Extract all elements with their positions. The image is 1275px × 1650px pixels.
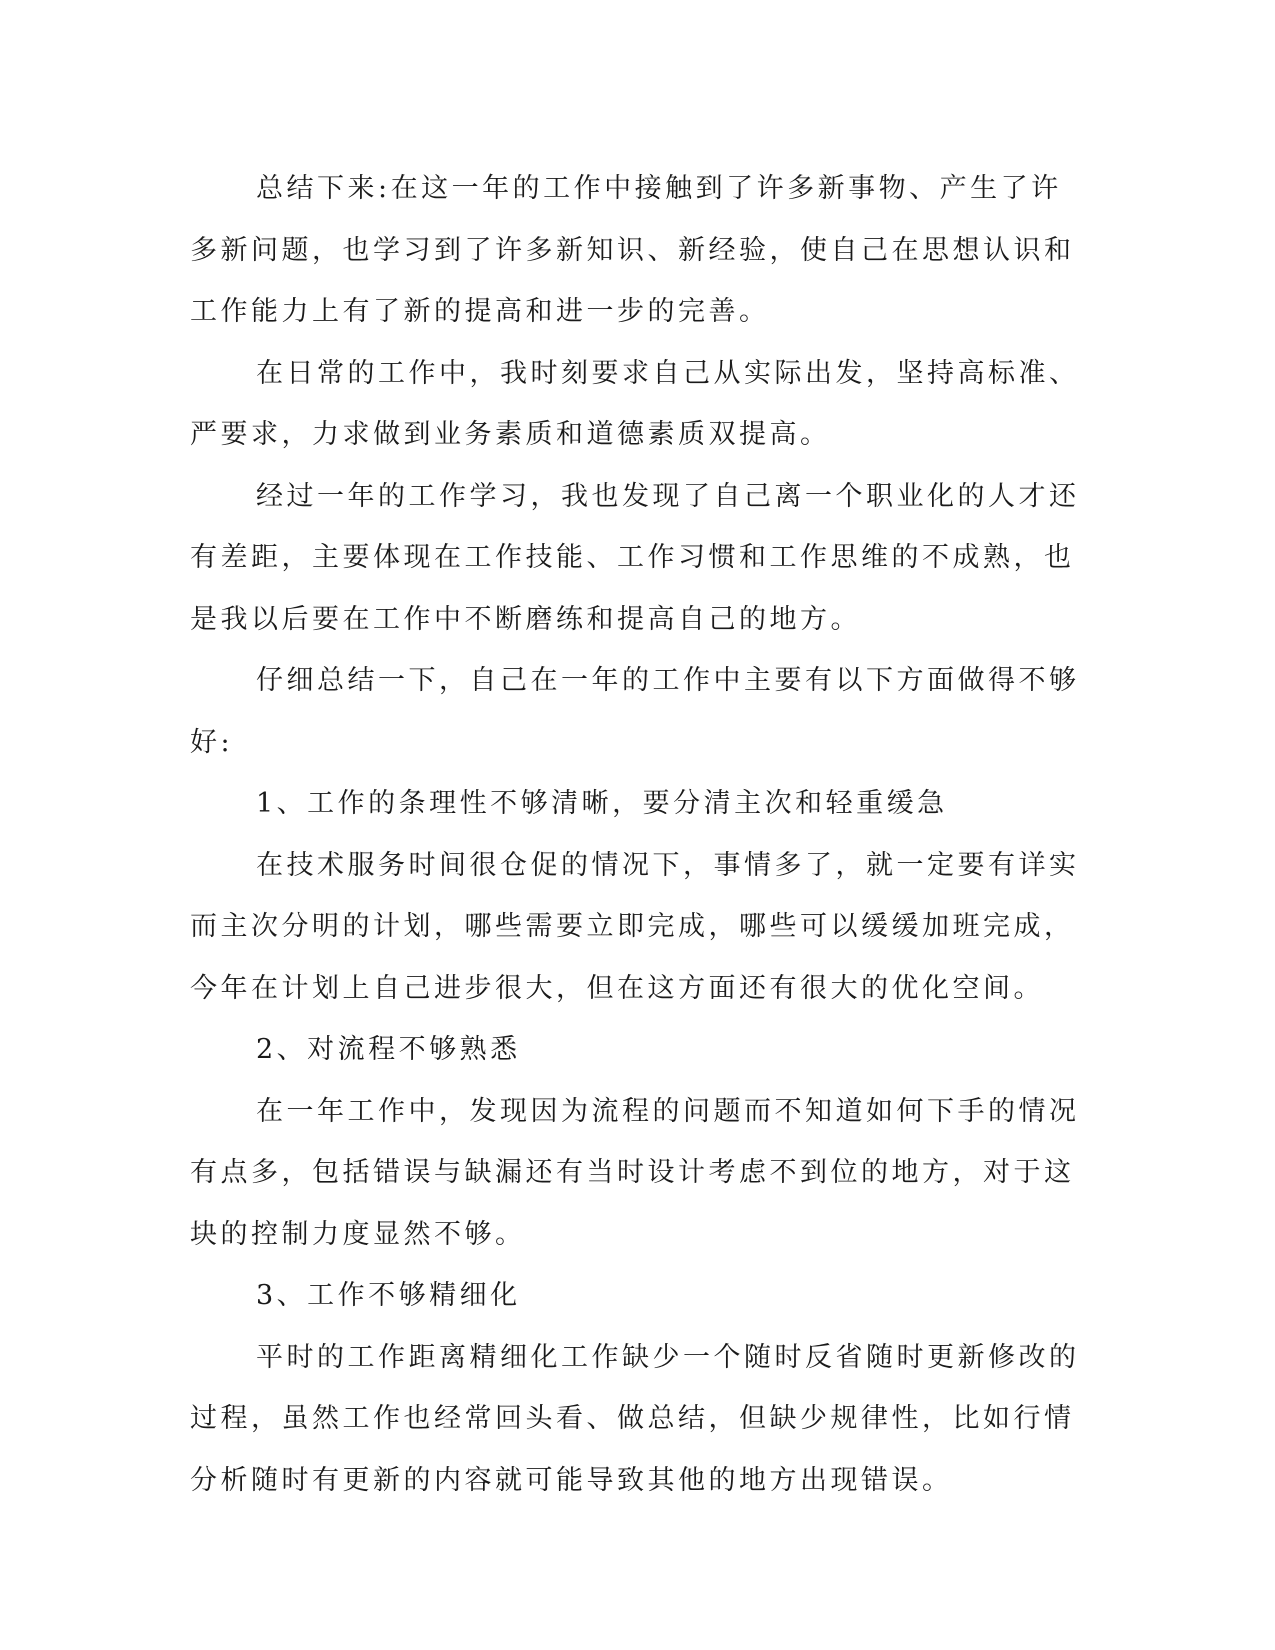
heading-point-2: 2、对流程不够熟悉 [256, 1034, 521, 1065]
heading-point-3: 3、工作不够精细化 [256, 1280, 521, 1311]
paragraph-point-2: 在一年工作中，发现因为流程的问题而不知道如何下手的情况有点多，包括错误与缺漏还有当时设计考虑不到位的地方，对于这块的控制力度显然不够。 [190, 1095, 1080, 1250]
paragraph-self-assessment: 经过一年的工作学习，我也发现了自己离一个职业化的人才还有差距，主要体现在工作技能、工作习惯和工作思维的不成熟，也是我以后要在工作中不断磨练和提高自己的地方。 [190, 480, 1080, 635]
document-body [190, 158, 1090, 1511]
heading-point-1: 1、工作的条理性不够清晰，要分清主次和轻重缓急 [256, 788, 948, 819]
paragraph-point-3: 平时的工作距离精细化工作缺少一个随时反省随时更新修改的过程，虽然工作也经常回头看、做总结，但缺少规律性，比如行情分析随时有更新的内容就可能导致其他的地方出现错误。 [190, 1341, 1080, 1496]
paragraph-point-1: 在技术服务时间很仓促的情况下，事情多了，就一定要有详实而主次分明的计划，哪些需要立即完成，哪些可以缓缓加班完成，今年在计划上自己进步很大，但在这方面还有很大的优化空间。 [190, 849, 1080, 1004]
paragraph-shortcomings-intro: 仔细总结一下，自己在一年的工作中主要有以下方面做得不够好: [190, 665, 1080, 758]
paragraph-summary: 总结下来:在这一年的工作中接触到了许多新事物、产生了许多新问题，也学习到了许多新知识、新经验，使自己在思想认识和工作能力上有了新的提高和进一步的完善。 [190, 173, 1075, 327]
paragraph-daily-work: 在日常的工作中，我时刻要求自己从实际出发，坚持高标准、严要求，力求做到业务素质和道德素质双提高。 [190, 357, 1080, 450]
